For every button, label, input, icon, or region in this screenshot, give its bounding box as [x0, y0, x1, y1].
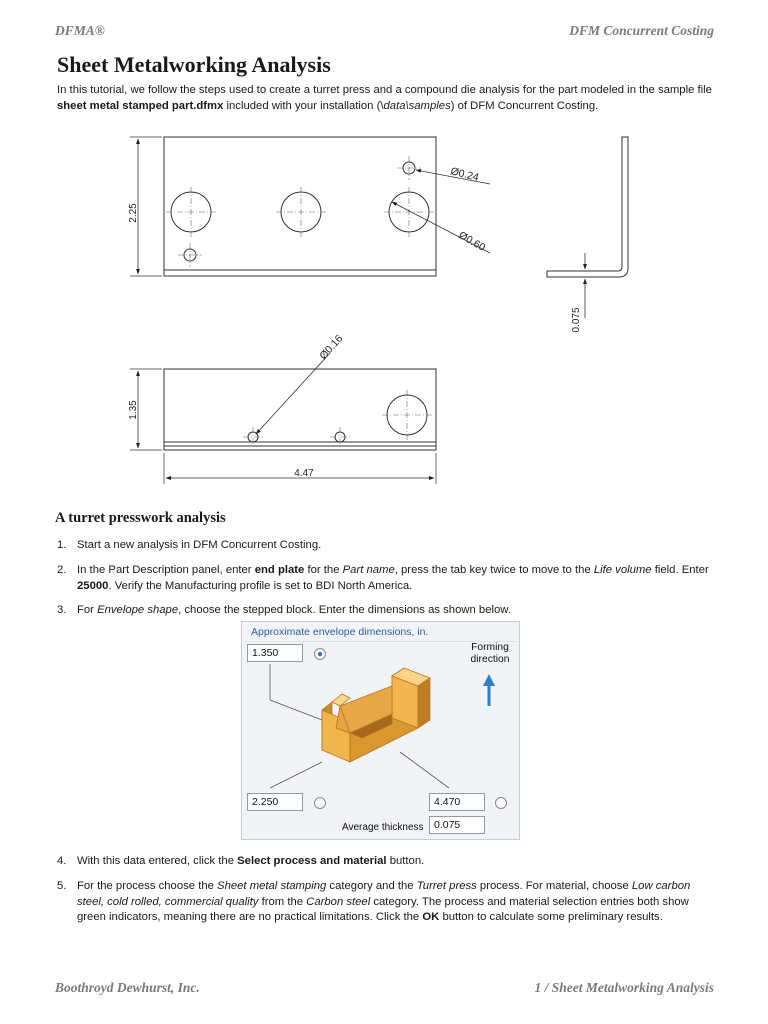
side-view-outline [547, 137, 628, 277]
dim-large-hole: Ø0.60 [456, 229, 488, 254]
forming-direction-label: Forming direction [470, 642, 510, 665]
intro-paragraph: In this tutorial, we follow the steps used to create a turret press and a compound die analysis for the part modeled in the sample file sheet metal stamped part.dfmx included with your installation (\data\samples) of DFM Concurrent Costing. [57, 84, 712, 112]
height-radio[interactable] [314, 648, 326, 660]
width-radio[interactable] [314, 797, 326, 809]
dim-length: 4.47 [294, 468, 314, 479]
sample-path: data\samples [383, 100, 451, 112]
dim-height-front: 2.25 [128, 203, 139, 223]
u-block [322, 668, 430, 762]
dim-thickness: 0.075 [571, 307, 582, 333]
flat-view-outline [164, 369, 436, 450]
average-thickness-label: Average thickness [342, 822, 424, 833]
length-radio[interactable] [495, 797, 507, 809]
step-1: 1. Start a new analysis in DFM Concurrent Costing. [57, 539, 322, 551]
average-thickness-field[interactable]: 0.075 [429, 816, 485, 834]
step-3: 3. For Envelope shape, choose the stepped block. Enter the dimensions as shown below. [57, 604, 511, 616]
dim-tiny-hole: Ø0.16 [317, 332, 346, 363]
dim-small-hole: Ø0.24 [449, 165, 480, 184]
forming-arrow-icon [483, 674, 495, 706]
dim-height-flat: 1.35 [128, 400, 139, 420]
page-title: Sheet Metalworking Analysis [57, 52, 331, 77]
front-view-outline [164, 137, 436, 276]
footer-page: 1 / Sheet Metalworking Analysis [534, 980, 714, 995]
section-heading: A turret presswork analysis [55, 510, 226, 526]
footer-company: Boothroyd Dewhurst, Inc. [55, 980, 200, 995]
step-2: 2. In the Part Description panel, enter end plate for the Part name, press the tab key twice to move to the Life volume field. Enter 25000. Verify the Manufacturing profile is set to BDI North America. [57, 564, 709, 592]
width-field[interactable]: 2.250 [247, 793, 303, 811]
length-field[interactable]: 4.470 [429, 793, 485, 811]
panel-title: Approximate envelope dimensions, in. [251, 626, 429, 638]
step-4: 4. With this data entered, click the Select process and material button. [57, 855, 425, 867]
step-5: 5. For the process choose the Sheet metal stamping category and the Turret press process. For material, choose Low carbon steel, cold rolled, commercial quality from the Carbon steel category. The process and material selection entries both show green indicators, meaning there are no practical limitations. Click the OK button to calculate some preliminary results. [57, 880, 691, 923]
header-brand: DFMA® [55, 23, 105, 38]
sample-file-name: sheet metal stamped part.dfmx [57, 100, 224, 112]
height-field[interactable]: 1.350 [247, 644, 303, 662]
header-product: DFM Concurrent Costing [569, 23, 714, 38]
envelope-dimensions-panel [241, 621, 520, 840]
part-drawing [120, 128, 650, 498]
